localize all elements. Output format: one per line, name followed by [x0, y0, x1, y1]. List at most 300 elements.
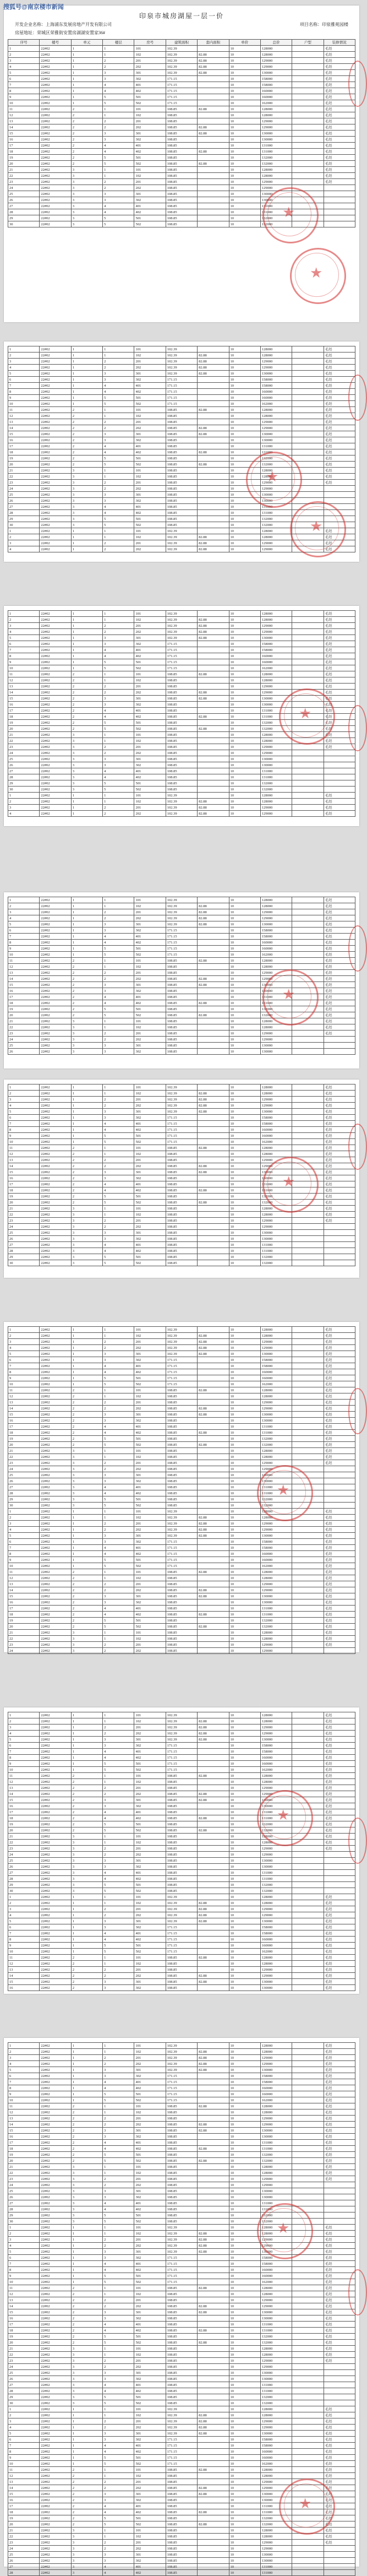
table-cell: 22#02	[40, 1175, 71, 1181]
table-cell: 108.85	[166, 2394, 197, 2400]
table-cell: 10	[229, 1115, 260, 1121]
table-cell: 302	[134, 2134, 166, 2140]
table-cell: 82.88	[198, 1430, 229, 1436]
table-cell: 102.39	[166, 52, 197, 58]
table-cell: 132000	[260, 1496, 292, 1503]
table-cell: 108.85	[166, 1472, 197, 1478]
table-cell: 22#02	[40, 2164, 71, 2170]
table-cell: 171.15	[166, 2085, 197, 2091]
table-cell: 82.88	[198, 671, 229, 677]
document-page-7	[4, 1707, 359, 1994]
table-cell: 10	[229, 653, 260, 659]
table-cell: 108.85	[166, 1606, 197, 1612]
table-cell: 16	[8, 1599, 40, 1606]
table-cell: 502	[134, 1827, 166, 1834]
table-cell	[292, 2455, 324, 2461]
table-cell	[292, 1109, 324, 1115]
table-cell	[292, 2370, 324, 2376]
table-cell: 131000	[260, 2570, 292, 2576]
table-cell: 160000	[260, 389, 292, 395]
table-cell: 10	[229, 534, 260, 540]
table-cell: 202	[134, 2303, 166, 2309]
table-cell: 2	[103, 805, 134, 811]
table-cell: 14	[8, 2485, 40, 2491]
table-cell: 毛坯	[324, 155, 355, 161]
table-cell: 128000	[260, 2049, 292, 2055]
table-cell: 10	[229, 1448, 260, 1454]
table-cell: 2	[71, 1779, 102, 1785]
table-cell: 82.88	[198, 131, 229, 137]
table-cell: 108.85	[166, 1581, 197, 1587]
table-cell	[198, 1581, 229, 1587]
table-cell	[324, 2394, 355, 2400]
table-cell: 18	[8, 149, 40, 155]
table-cell: 25	[8, 756, 40, 762]
header-address-row	[4, 29, 359, 37]
block-line: 房屋地址：荣城区荣雅街安置房湖湖安置家36#	[15, 30, 105, 35]
table-cell: 22#02	[40, 1618, 71, 1624]
table-cell	[292, 958, 324, 964]
table-cell: 132000	[260, 780, 292, 787]
table-cell: 130000	[260, 371, 292, 377]
table-cell: 3	[71, 1454, 102, 1460]
table-cell: 10	[229, 2116, 260, 2122]
table-cell: 24	[8, 1852, 40, 1858]
table-cell: 102	[134, 112, 166, 118]
table-cell: 1	[71, 799, 102, 805]
table-cell: 108.85	[166, 1024, 197, 1031]
table-cell: 102	[134, 1718, 166, 1724]
table-cell: 10	[229, 1731, 260, 1737]
table-cell: 132000	[260, 2515, 292, 2521]
table-cell: 5	[103, 2455, 134, 2461]
table-cell: 128000	[260, 958, 292, 964]
table-cell: 4	[103, 1755, 134, 1761]
table-cell: 1	[103, 1630, 134, 1636]
table-row	[8, 2455, 355, 2461]
table-cell: 毛坯	[324, 1181, 355, 1187]
table-cell	[292, 1630, 324, 1636]
table-cell: 10	[229, 149, 260, 155]
table-cell: 108.85	[166, 1430, 197, 1436]
table-cell: 2	[103, 365, 134, 371]
table-cell: 82.88	[198, 2055, 229, 2061]
table-cell	[198, 787, 229, 793]
table-cell	[198, 1767, 229, 1773]
table-cell: 82.88	[198, 2103, 229, 2109]
table-cell	[292, 1097, 324, 1103]
table-row	[8, 1381, 355, 1387]
table-row	[8, 629, 355, 635]
table-cell	[292, 2334, 324, 2340]
table-cell: 毛坯	[324, 1424, 355, 1430]
table-cell: 22#02	[40, 1194, 71, 1200]
table-cell: 82.88	[198, 1412, 229, 1418]
table-cell: 毛坯	[324, 1139, 355, 1145]
table-cell: 21	[8, 732, 40, 738]
table-cell: 128000	[260, 2291, 292, 2297]
table-cell: 128000	[260, 1206, 292, 1212]
table-cell: 3	[71, 1460, 102, 1466]
table-cell	[198, 419, 229, 425]
table-cell: 201	[134, 2479, 166, 2485]
table-cell: 160000	[260, 1557, 292, 1563]
table-cell: 22#02	[40, 2079, 71, 2085]
table-cell: 2	[71, 1175, 102, 1181]
table-cell: 22#02	[40, 443, 71, 449]
table-row	[8, 665, 355, 671]
table-cell: 10	[229, 2273, 260, 2279]
table-row	[8, 1037, 355, 1043]
table-cell: 4	[103, 443, 134, 449]
table-cell: 10	[229, 1369, 260, 1375]
table-cell: 108.85	[166, 2382, 197, 2388]
table-cell: 302	[134, 988, 166, 994]
table-cell: 108.85	[166, 2297, 197, 2303]
table-cell: 毛坯	[324, 1387, 355, 1393]
table-cell: 22#02	[40, 2291, 71, 2297]
table-cell: 1	[71, 641, 102, 647]
table-cell: 22#02	[40, 2255, 71, 2261]
table-cell: 131000	[260, 2328, 292, 2334]
table-cell: 108.85	[166, 964, 197, 970]
table-cell: 402	[134, 2570, 166, 2576]
table-cell: 130000	[260, 2376, 292, 2382]
table-cell: 毛坯	[324, 401, 355, 407]
table-cell: 3	[71, 2219, 102, 2225]
table-cell: 4	[103, 2079, 134, 2085]
table-row	[8, 1779, 355, 1785]
table-cell: 102.39	[166, 1509, 197, 1515]
table-cell	[292, 677, 324, 684]
table-cell: 129000	[260, 365, 292, 371]
table-cell: 2	[71, 161, 102, 167]
table-cell: 22#02	[40, 2352, 71, 2358]
table-cell	[198, 1024, 229, 1031]
table-cell: 102.39	[166, 359, 197, 365]
table-cell: 10	[229, 46, 260, 52]
table-cell: 22#02	[40, 2303, 71, 2309]
table-cell: 22#02	[40, 1363, 71, 1369]
table-cell: 3	[103, 1743, 134, 1749]
table-cell: 2	[103, 1642, 134, 1648]
table-cell: 22#02	[40, 346, 71, 352]
table-row	[8, 2334, 355, 2340]
table-cell: 10	[229, 2079, 260, 2085]
table-cell: 1	[71, 2279, 102, 2285]
table-cell: 22#02	[40, 629, 71, 635]
table-cell: 10	[229, 1224, 260, 1230]
table-row	[8, 1218, 355, 1224]
table-cell: 2	[71, 2103, 102, 2109]
table-cell: 2	[103, 2540, 134, 2546]
table-cell: 毛坯	[324, 726, 355, 732]
table-cell: 22#02	[40, 2188, 71, 2194]
table-cell: 10	[229, 1894, 260, 1900]
table-cell: 4	[103, 1749, 134, 1755]
table-cell	[198, 516, 229, 522]
table-cell: 22#02	[40, 1943, 71, 1949]
table-cell: 128000	[260, 677, 292, 684]
table-cell: 10	[229, 2485, 260, 2491]
table-cell: 22#02	[40, 209, 71, 215]
table-cell: 129000	[260, 2237, 292, 2243]
table-row	[8, 1724, 355, 1731]
table-cell: 10	[229, 1943, 260, 1949]
table-cell: 22#02	[40, 2200, 71, 2206]
table-cell: 128000	[260, 1961, 292, 1967]
table-cell: 108.85	[166, 1834, 197, 1840]
table-cell: 82.88	[198, 690, 229, 696]
table-cell: 14	[8, 976, 40, 982]
table-cell: 毛坯	[324, 52, 355, 58]
table-row	[8, 1563, 355, 1569]
table-cell: 2	[71, 1581, 102, 1587]
table-cell: 101	[134, 958, 166, 964]
table-cell: 10	[229, 425, 260, 431]
table-cell: 3	[71, 2382, 102, 2388]
table-row	[8, 1569, 355, 1575]
table-cell: 202	[134, 1587, 166, 1593]
table-cell: 10	[229, 1345, 260, 1351]
table-cell: 128000	[260, 2225, 292, 2231]
table-cell: 1	[71, 1363, 102, 1369]
table-cell: 毛坯	[324, 2322, 355, 2328]
table-cell: 1	[71, 1949, 102, 1955]
table-cell: 22#02	[40, 1648, 71, 1654]
table-cell: 202	[134, 1852, 166, 1858]
table-cell: 1	[71, 1930, 102, 1937]
table-cell: 毛坯	[324, 1412, 355, 1418]
table-cell: 1	[8, 897, 40, 903]
table-cell: 3	[103, 191, 134, 197]
table-row	[8, 419, 355, 425]
table-cell: 108.85	[166, 1846, 197, 1852]
table-row	[8, 2128, 355, 2134]
table-cell: 162000	[260, 2279, 292, 2285]
table-cell: 501	[134, 2334, 166, 2340]
table-cell	[198, 1924, 229, 1930]
table-cell: 1	[103, 1636, 134, 1642]
table-cell: 10	[229, 1043, 260, 1049]
table-cell: 132000	[260, 720, 292, 726]
table-cell: 129000	[260, 1724, 292, 1731]
table-cell: 108.85	[166, 1599, 197, 1606]
table-cell: 22	[8, 1636, 40, 1642]
table-cell: 10	[229, 191, 260, 197]
table-cell: 171.15	[166, 641, 197, 647]
table-cell: 102	[134, 738, 166, 744]
table-cell	[198, 1943, 229, 1949]
table-cell: 毛坯	[324, 976, 355, 982]
table-cell: 1	[103, 1091, 134, 1097]
table-cell: 302	[134, 1357, 166, 1363]
table-row	[8, 787, 355, 793]
table-cell: 4	[103, 2509, 134, 2515]
table-cell: 2	[71, 2467, 102, 2473]
table-cell	[198, 708, 229, 714]
table-cell: 108.85	[166, 1018, 197, 1024]
table-cell: 5	[103, 1943, 134, 1949]
table-cell: 10	[229, 1430, 260, 1436]
table-cell: 3	[71, 2546, 102, 2552]
table-cell: 3	[103, 928, 134, 934]
table-cell: 25	[8, 2552, 40, 2558]
table-cell	[198, 1230, 229, 1236]
table-cell: 129000	[260, 1731, 292, 1737]
table-cell	[198, 1248, 229, 1254]
table-cell	[198, 732, 229, 738]
table-cell: 11	[8, 671, 40, 677]
table-cell: 15	[8, 431, 40, 437]
table-row	[8, 2388, 355, 2394]
table-cell: 21	[8, 2346, 40, 2352]
table-cell: 1	[71, 46, 102, 52]
table-cell: 108.85	[166, 732, 197, 738]
table-cell: 26	[8, 762, 40, 768]
table-cell: 108.85	[166, 2370, 197, 2376]
table-cell: 2	[103, 480, 134, 486]
table-cell	[292, 1121, 324, 1127]
table-cell: 1	[71, 2406, 102, 2412]
table-cell: 108.85	[166, 2473, 197, 2479]
table-cell: 401	[134, 2261, 166, 2267]
table-cell: 2	[8, 903, 40, 909]
table-cell: 22#02	[40, 2103, 71, 2109]
table-cell: 毛坯	[324, 1024, 355, 1031]
table-cell: 132000	[260, 1827, 292, 1834]
table-cell: 10	[229, 1636, 260, 1642]
table-cell: 27	[8, 504, 40, 510]
table-cell: 401	[134, 647, 166, 653]
table-cell: 128000	[260, 46, 292, 52]
table-cell	[324, 2219, 355, 2225]
table-cell	[324, 2558, 355, 2564]
table-cell: 130000	[260, 2431, 292, 2437]
table-cell: 101	[134, 1206, 166, 1212]
table-cell	[198, 1630, 229, 1636]
table-cell	[198, 774, 229, 780]
table-cell	[292, 1218, 324, 1224]
table-cell: 131000	[260, 2503, 292, 2509]
table-cell: 10	[229, 2164, 260, 2170]
table-cell: 10	[229, 1049, 260, 1055]
table-cell: 129000	[260, 2116, 292, 2122]
table-cell: 26	[8, 2376, 40, 2382]
table-cell: 10	[229, 1864, 260, 1870]
table-cell: 10	[229, 611, 260, 617]
table-cell	[292, 2109, 324, 2116]
table-cell: 毛坯	[324, 480, 355, 486]
table-cell: 22#02	[40, 1761, 71, 1767]
table-cell: 10	[229, 1593, 260, 1599]
table-cell	[292, 2061, 324, 2067]
table-cell: 201	[134, 1581, 166, 1587]
table-cell: 8	[8, 1369, 40, 1375]
table-cell: 1	[71, 2437, 102, 2443]
table-cell: 22#02	[40, 2140, 71, 2146]
table-cell: 160000	[260, 88, 292, 94]
table-cell	[198, 2176, 229, 2182]
table-cell: 202	[134, 1527, 166, 1533]
table-cell: 1	[71, 1333, 102, 1339]
table-cell: 1	[71, 1515, 102, 1521]
table-cell: 131000	[260, 1809, 292, 1815]
table-cell	[292, 1961, 324, 1967]
table-cell	[292, 401, 324, 407]
table-cell: 毛坯	[324, 1521, 355, 1527]
table-cell: 22#02	[40, 1121, 71, 1127]
table-cell: 171.15	[166, 647, 197, 653]
table-cell: 302	[134, 377, 166, 383]
table-cell: 16	[8, 2497, 40, 2503]
table-cell: 10	[229, 2534, 260, 2540]
table-cell	[292, 383, 324, 389]
table-cell: 1	[103, 474, 134, 480]
table-cell: 4	[103, 1809, 134, 1815]
table-cell: 22#02	[40, 1563, 71, 1569]
table-cell: 2	[103, 970, 134, 976]
table-cell	[198, 2219, 229, 2225]
table-cell: 201	[134, 1846, 166, 1852]
table-cell: 402	[134, 2146, 166, 2152]
table-cell: 1	[103, 1509, 134, 1515]
table-row	[8, 805, 355, 811]
table-cell: 19	[8, 1821, 40, 1827]
table-cell: 82.88	[198, 958, 229, 964]
table-cell: 22#02	[40, 2406, 71, 2412]
table-cell: 301	[134, 1797, 166, 1803]
table-cell: 2	[103, 1731, 134, 1737]
table-cell: 毛坯	[324, 1575, 355, 1581]
table-cell: 4	[103, 209, 134, 215]
table-cell: 22#02	[40, 2455, 71, 2461]
table-cell: 130000	[260, 131, 292, 137]
table-cell: 2	[103, 2358, 134, 2364]
table-cell: 1	[71, 1545, 102, 1551]
table-cell: 10	[229, 665, 260, 671]
table-row	[8, 1103, 355, 1109]
table-cell	[292, 2352, 324, 2358]
table-cell: 108.85	[166, 1961, 197, 1967]
table-cell: 1	[71, 1369, 102, 1375]
table-cell: 22#02	[40, 994, 71, 1000]
table-cell: 毛坯	[324, 94, 355, 100]
table-row	[8, 179, 355, 185]
table-cell: 3	[71, 1472, 102, 1478]
table-cell: 22#02	[40, 1000, 71, 1006]
table-cell	[198, 1785, 229, 1791]
table-cell: 毛坯	[324, 946, 355, 952]
table-cell: 402	[134, 1815, 166, 1821]
table-cell: 毛坯	[324, 540, 355, 546]
table-cell: 102.39	[166, 1900, 197, 1906]
table-cell: 131000	[260, 1181, 292, 1187]
table-cell	[198, 2182, 229, 2188]
table-cell: 3	[103, 437, 134, 443]
seam-seal-stamp	[348, 1388, 367, 1434]
table-cell: 158000	[260, 1545, 292, 1551]
table-cell: 108.85	[166, 1454, 197, 1460]
table-cell: 27	[8, 1484, 40, 1490]
column-header: 总价	[260, 40, 292, 46]
table-cell: 16	[8, 1175, 40, 1181]
table-cell: 102.39	[166, 1737, 197, 1743]
table-cell: 2	[103, 1785, 134, 1791]
table-cell: 22#02	[40, 2249, 71, 2255]
table-cell: 201	[134, 744, 166, 750]
table-cell: 1	[71, 1900, 102, 1906]
